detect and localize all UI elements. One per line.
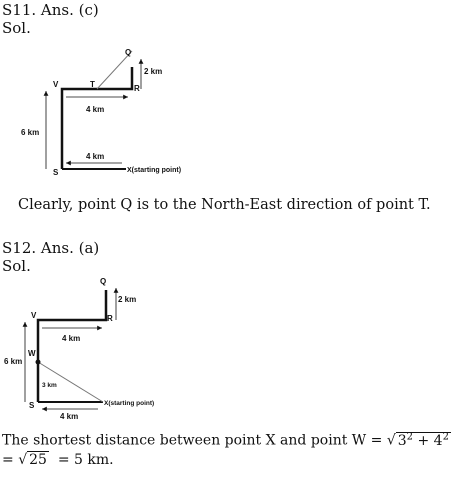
s12-radicand-1: 3 xyxy=(397,432,407,449)
s12-diagram xyxy=(0,278,433,423)
s12-label-s: S xyxy=(29,401,35,410)
s12-start-label: X(starting point) xyxy=(104,400,155,407)
s11-label-s: S xyxy=(53,168,59,177)
s12-dist-qr: 2 km xyxy=(118,295,137,304)
sqrt-expression-2: √ 25 xyxy=(18,452,47,468)
s12-conclusion xyxy=(2,431,451,449)
s12-heading: S12. Ans. (a) xyxy=(2,239,100,257)
s11-conclusion: Clearly, point Q is to the North-East direction of point T. xyxy=(18,197,431,213)
s12-dist-sw: 3 km xyxy=(42,382,57,389)
s12-eq-suffix: = 5 km. xyxy=(48,452,114,468)
s12-eq-prefix: = xyxy=(2,452,19,468)
s12-label-q: Q xyxy=(100,277,107,286)
s11-label-t: T xyxy=(90,80,95,89)
s11-dist-sx: 4 km xyxy=(86,152,105,161)
s12-label-v: V xyxy=(31,311,37,320)
s11-label-r: R xyxy=(134,84,140,93)
s11-label-v: V xyxy=(53,80,59,89)
s12-conclusion-text: The shortest distance between point X and point W = xyxy=(2,432,387,449)
s11-heading: S11. Ans. (c) xyxy=(2,1,99,19)
s12-dist-vr: 4 km xyxy=(62,334,81,343)
s12-label-w: W xyxy=(28,349,36,358)
s12-label-r: R xyxy=(107,314,113,323)
s12-radicand-2: 25 xyxy=(29,452,47,468)
s12-dist-sx: 4 km xyxy=(60,412,79,421)
s12-dist-sv: 6 km xyxy=(4,357,23,366)
s12-result xyxy=(2,452,114,468)
s11-dist-vr: 4 km xyxy=(86,105,105,114)
s11-dist-sv: 6 km xyxy=(21,128,40,137)
s12-exp-1: 2 xyxy=(406,431,414,442)
s12-point-w xyxy=(36,360,41,365)
s12-exp-2: 2 xyxy=(442,431,449,442)
s11-label-q: Q xyxy=(125,48,132,57)
s12-plus-term: + 4 xyxy=(413,432,443,449)
s12-sol-label: Sol. xyxy=(2,257,31,275)
s11-diagram xyxy=(0,45,433,185)
s11-sol-label: Sol. xyxy=(2,19,31,37)
s11-start-label: X(starting point) xyxy=(127,167,182,174)
s11-dist-qr: 2 km xyxy=(144,67,163,76)
sqrt-expression-1: √ $3^2 + 4^2$ xyxy=(386,431,449,449)
